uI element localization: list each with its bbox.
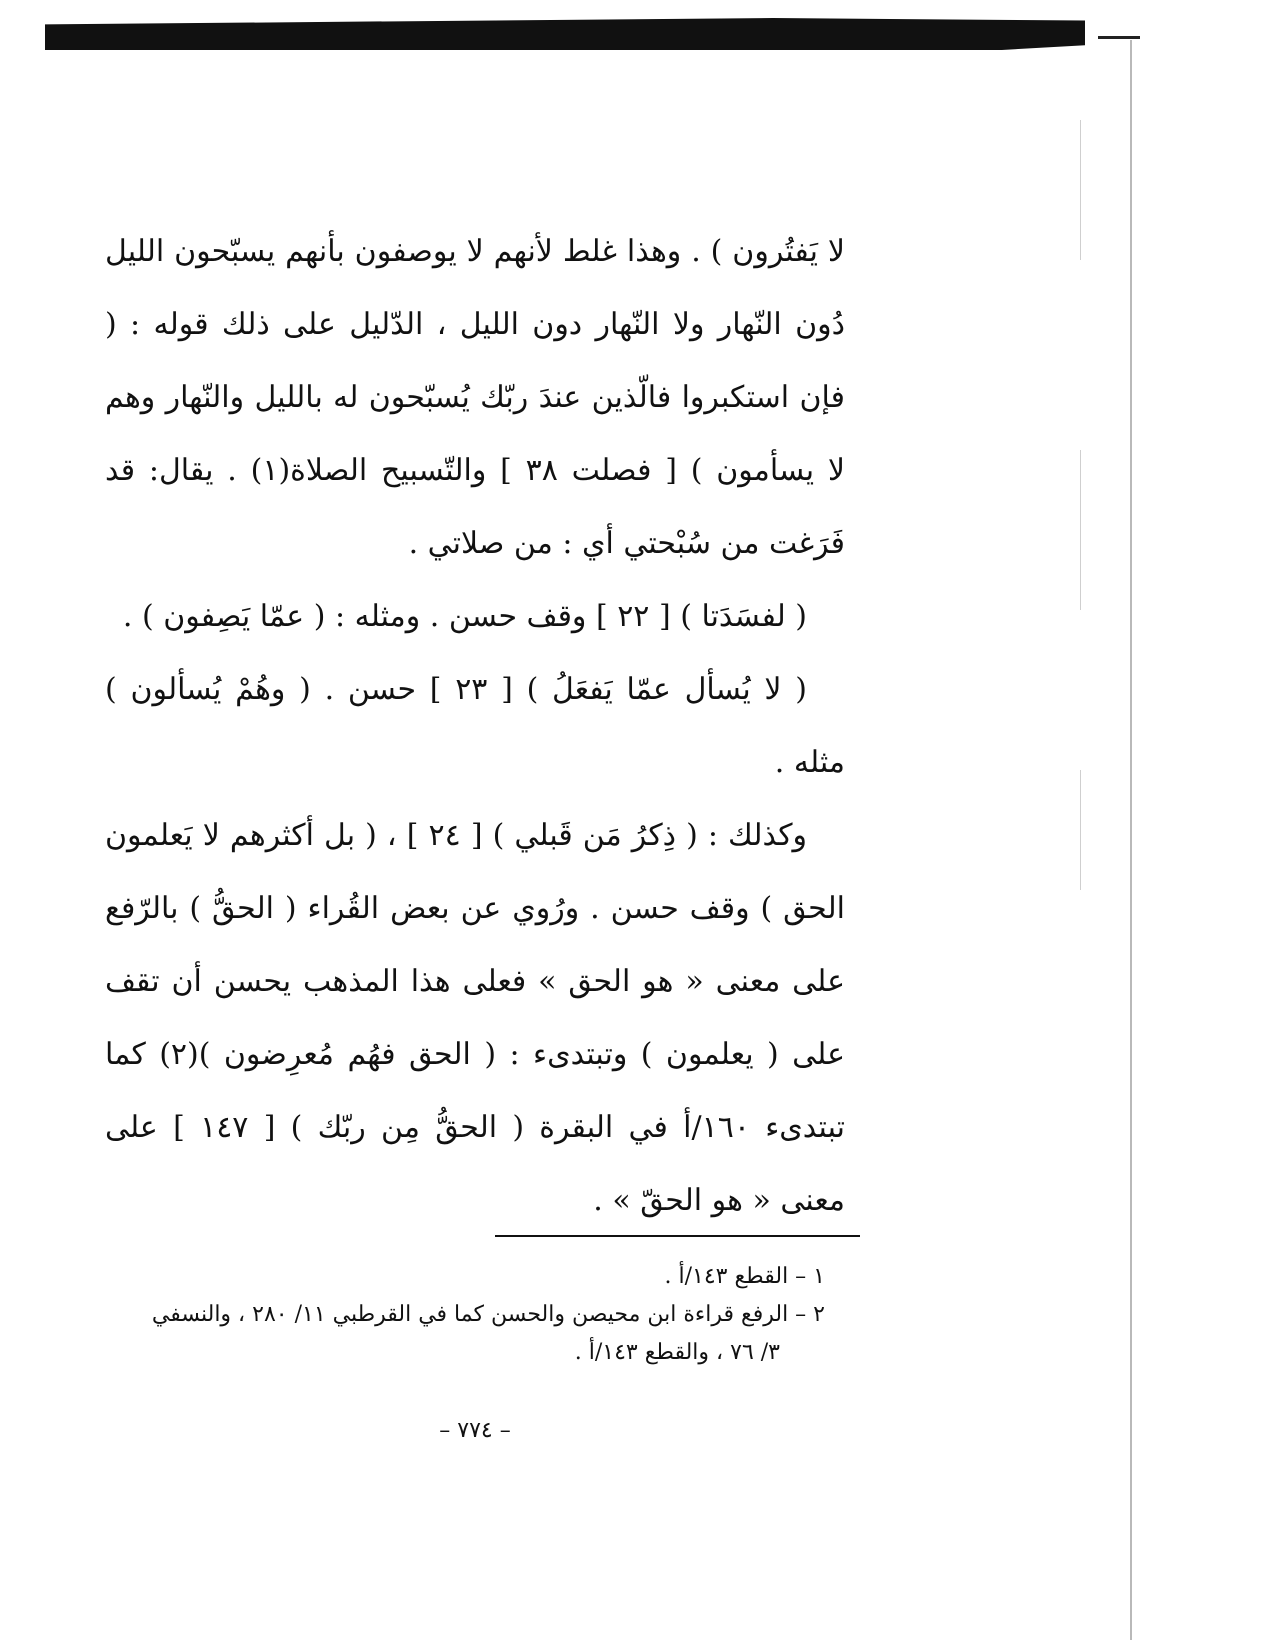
scan-top-border: [45, 18, 1085, 50]
scan-edge-mark: [1080, 770, 1081, 890]
scan-corner-mark: [1098, 36, 1140, 39]
scan-edge-mark: [1080, 450, 1081, 610]
page-right-edge: [1130, 40, 1132, 1640]
paragraph-wakadhalika: وكذلك : ( ذِكرُ مَن قَبلي ) [ ٢٤ ] ، ( بل أكثرهم لا يَعلمون الحق ) وقف حسن . ورُوي عن بعض القُراء ( الحقُّ ) بالرّفع على معنى « هو الحق » فعلى هذا المذهب يحسن أن تقف على ( يعلمون ) وتبتدىء : ( الحق فهُم مُعرِضون )(٢) كما تبتدىء ١٦٠/أ في البقرة ( الحقُّ مِن ربّك ) [ ١٤٧ ] على معنى « هو الحقّ » .: [105, 818, 845, 1218]
footnote-1: ١ – القطع ١٤٣/أ .: [664, 1264, 825, 1289]
paragraph-tasbih: لا يَفتُرون ) . وهذا غلط لأنهم لا يوصفون بأنهم يسبّحون الليل دُون النّهار ولا النّهار دون الليل ، الدّليل على ذلك قوله : ( فإن استكبروا فالّذين عندَ ربّك يُسبّحون له بالليل والنّهار وهم لا يسأمون ) [ فصلت ٣٨ ] والتّسبيح الصلاة(١) . يقال: قد فَرَغت من سُبْحتي أي : من صلاتي .: [105, 234, 845, 561]
scan-edge-mark: [1080, 120, 1081, 260]
footnote-2: ٢ – الرفع قراءة ابن محيصن والحسن كما في القرطبي ١١/ ٢٨٠ ، والنسفي: [151, 1302, 825, 1327]
main-text: [105, 215, 845, 1237]
footnote-separator: [495, 1235, 860, 1237]
paragraph-lafasadata: ( لفسَدَتا ) [ ٢٢ ] وقف حسن . ومثله : ( عمّا يَصِفون ) .: [122, 599, 807, 634]
footnote-2-continued: ٣/ ٧٦ ، والقطع ١٤٣/أ .: [574, 1340, 780, 1365]
page-number: – ٧٧٤ –: [439, 1418, 511, 1443]
footnotes: [110, 1258, 825, 1372]
paragraph-la-yusal: ( لا يُسأل عمّا يَفعَلُ ) [ ٢٣ ] حسن . ( وهُمْ يُسألون ) مثله .: [105, 672, 845, 780]
